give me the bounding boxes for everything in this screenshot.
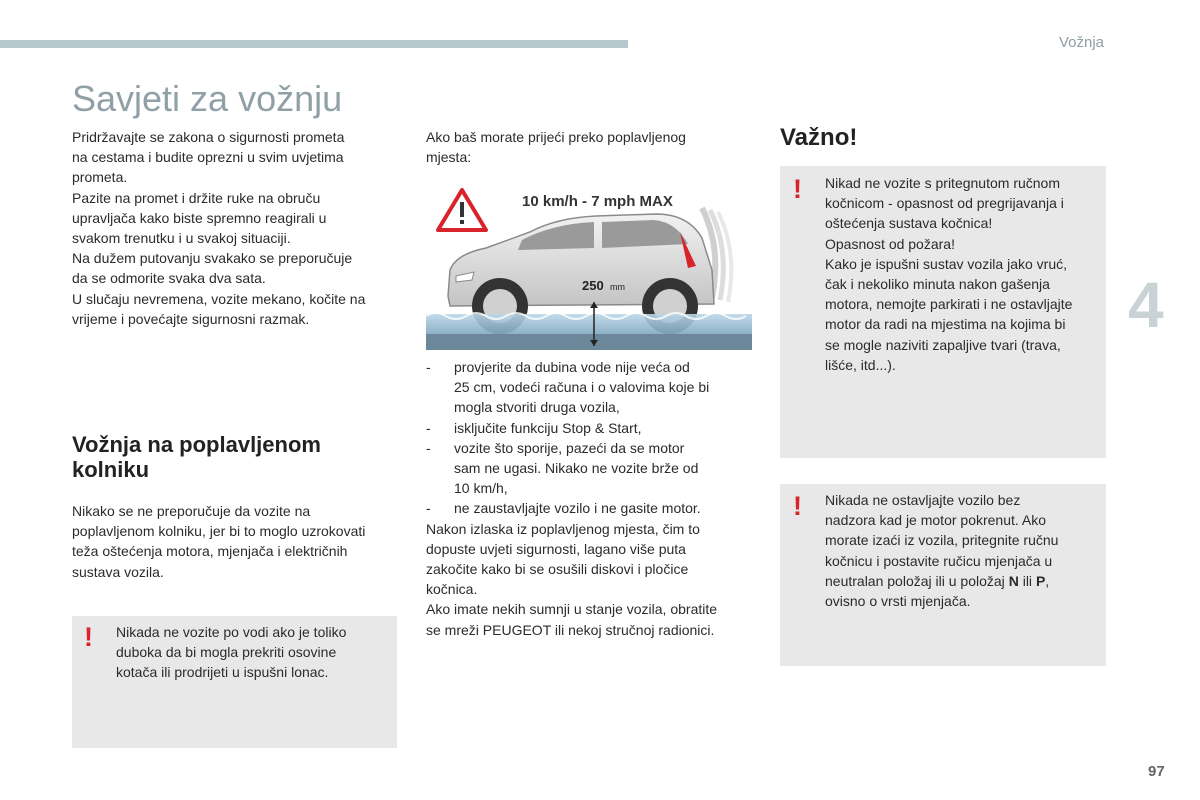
handbrake-warning-box — [780, 166, 1106, 458]
depth-value: 250 — [582, 278, 604, 293]
speed-limit-label: 10 km/h - 7 mph MAX — [522, 193, 673, 210]
flood-section-heading: Vožnja na poplavljenom kolniku — [72, 432, 321, 482]
crossing-steps-list: - provjerite da dubina vode nije veća od 25 cm, vodeći računa i o valovima koje bi mogla stvoriti druga vozila, - isključite funkciju Stop & Start, - vozite što sporije, pazeći da se motor sam ne ugasi. Nikako ne vozite brže od 10 km/h, - ne zaustavljajte vozilo i ne gasite motor. Nakon izlaska iz poplavljenog mjesta, čim to dopuste uvjeti sigurnosti, lagano više puta zakočite kako bi se osušili diskovi i pločice kočnica. Ako imate nekih sumnji u stanje vozila, obratite se mreži PEUGEOT ili nekoj stručnoj radionici. — [426, 357, 756, 640]
important-heading: Važno! — [780, 124, 858, 151]
depth-unit: mm — [610, 282, 625, 292]
list-item: - isključite funkciju Stop & Start, — [426, 419, 642, 436]
flood-warning-text: Nikada ne vozite po vodi ako je toliko duboka da bi mogla prekriti osovine kotača ili prodrijeti u ispušni lonac. — [116, 624, 347, 681]
page-number: 97 — [1148, 763, 1165, 780]
unattended-warning-text: Nikada ne ostavljajte vozilo bez nadzora kad je motor pokrenut. Ako morate izaći iz vozila, pritegnite ručnu kočnicu i postavite ručicu mjenjača u neutralan položaj ili u položaj N ili P, ovisno o vrsti mjenjača. — [825, 492, 1059, 610]
crossing-intro: Ako baš morate prijeći preko poplavljenog mjesta: — [426, 129, 686, 166]
page-title: Savjeti za vožnju — [72, 78, 343, 119]
flood-paragraph: Nikako se ne preporučuje da vozite na poplavljenom kolniku, jer bi to moglo uzrokovati teža oštećenja motora, mjenjača i električnih sustava vozila. — [72, 503, 366, 580]
warning-exclamation-icon: ! — [84, 622, 93, 652]
section-label: Vožnja — [1058, 34, 1104, 51]
chapter-number: 4 — [1128, 269, 1164, 341]
list-item: - vozite što sporije, pazeći da se motor — [426, 439, 685, 456]
list-item: - provjerite da dubina vode nije veća od — [426, 359, 690, 375]
list-item: - ne zaustavljajte vozilo i ne gasite motor. — [426, 500, 701, 517]
flooded-road-illustration — [426, 178, 752, 354]
warning-exclamation-icon: ! — [793, 491, 802, 521]
handbrake-warning-text: Nikad ne vozite s pritegnutom ručnom kočnicom - opasnost od pregrijavanja i oštećenja sustava kočnica! Opasnost od požara! Kako je ispušni sustav vozila jako vruć, čak i nekoliko minuta nakon gašenja motora, nemojte parkirati i ne ostavljajte motor da radi na mjestima na kojima bi se mogle naziviti zapaljive tvari (trava, lišće, itd...). — [825, 175, 1073, 373]
header-bar — [0, 40, 628, 48]
intro-paragraph: Pridržavajte se zakona o sigurnosti prometa na cestama i budite oprezni u svim uvjetima prometa. Pazite na promet i držite ruke na obruču upravljača kako biste spremno reagirali u svakom trenutku i u svakoj situaciji. Na dužem putovanju svakako se preporučuje da se odmorite svaka dva sata. U slučaju nevremena, vozite mekano, kočite na vrijeme i povećajte sigurnosni razmak. — [72, 129, 366, 327]
unattended-warning-box — [780, 484, 1106, 666]
flood-warning-box — [72, 616, 397, 748]
warning-exclamation-icon: ! — [793, 174, 802, 204]
